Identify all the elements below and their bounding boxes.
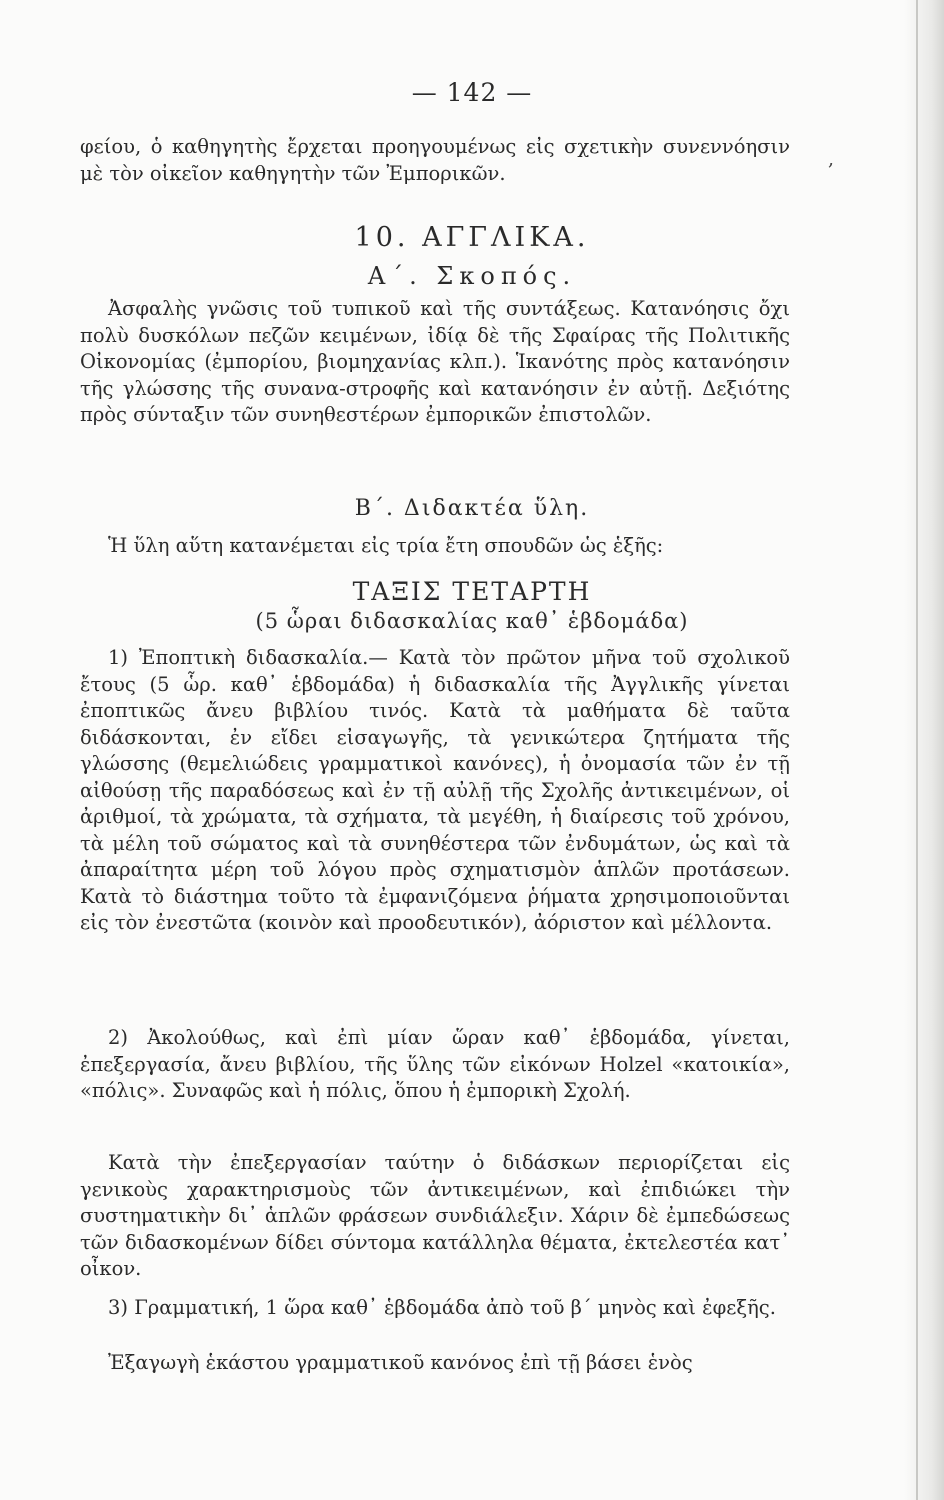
margin-mark: , — [828, 148, 835, 170]
section-title: 10. ΑΓΓΛΙΚΑ. — [354, 222, 590, 253]
item-3-paragraph: 3) Γραμματική, 1 ὥρα καθ᾽ ἑβδομάδα ἀπὸ τοῦ β΄ μηνὸς καὶ ἐφεξῆς. — [108, 1296, 776, 1319]
part-a-paragraph: Ἀσφαλὴς γνῶσις τοῦ τυπικοῦ καὶ τῆς συντάξεως. Κατανόησις ὄχι πολὺ δυσκόλων πεζῶν κειμένων, ἰδίᾳ δὲ τῆς Σφαίρας τῆς Πολιτικῆς Οἰκονομίας (ἐμπορίου, βιομηχανίας κλπ.). Ἱκανότης πρὸς κατανόησιν τῆς γλώσσης τῆς συνανα-στροφῆς καὶ κατανόησιν ἐν αὐτῇ. Δεξιότης πρὸς σύνταξιν τῶν συνηθεστέρων ἐμπορικῶν ἐπιστολῶν. — [80, 297, 790, 426]
item-3-continuation: Ἐξαγωγὴ ἑκάστου γραμματικοῦ κανόνος ἐπὶ τῇ βάσει ἑνὸς — [108, 1351, 693, 1374]
item-2-continuation: Κατὰ τὴν ἐπεξεργασίαν ταύτην ὁ διδάσκων περιορίζεται εἰς γενικοὺς χαρακτηρισμοὺς τῶν ἀντικειμένων, καὶ ἐπιδιώκει τὴν συστηματικὴν δι᾽ ἁπλῶν φράσεων συνδιάλεξιν. Χάριν δὲ ἐμπεδώσεως τῶν διδασκομένων δίδει σύντομα κατάλληλα θέματα, ἐκτελεστέα κατ᾽ οἶκον. — [80, 1151, 790, 1280]
part-b-intro: Ἡ ὕλη αὕτη κατανέμεται εἰς τρία ἔτη σπουδῶν ὡς ἑξῆς: — [108, 534, 664, 557]
class-heading: ΤΑΞΙΣ ΤΕΤΑΡΤΗ — [352, 577, 592, 606]
item-2-paragraph: 2) Ἀκολούθως, καὶ ἐπὶ μίαν ὥραν καθ᾽ ἑβδομάδα, γίνεται, ἐπεξεργασία, ἄνευ βιβλίου, τῆς ὕλης τῶν εἰκόνων Holzel «κατοικία», «πόλις». Συναφῶς καὶ ἡ πόλις, ὅπου ἡ ἐμπορικὴ Σχολή. — [80, 1026, 790, 1102]
part-a-heading: Α΄. Σκοπός. — [367, 262, 577, 290]
intro-paragraph: φείου, ὁ καθηγητὴς ἔρχεται προηγουμένως εἰς σχετικὴν συνεννόησιν μὲ τὸν οἰκεῖον καθηγητὴν τῶν Ἐμπορικῶν. — [80, 135, 790, 185]
part-b-heading: Β΄. Διδακτέα ὕλη. — [354, 496, 590, 521]
class-hours: (5 ὧραι διδασκαλίας καθ᾽ ἑβδομάδα) — [255, 609, 689, 633]
item-1-paragraph: 1) Ἐποπτικὴ διδασκαλία.— Κατὰ τὸν πρῶτον μῆνα τοῦ σχολικοῦ ἔτους (5 ὧρ. καθ᾽ ἑβδομάδα) ἡ διδασκαλία τῆς Ἀγγλικῆς γίνεται ἐποπτικῶς ἄνευ βιβλίου τινός. Κατὰ τὰ μαθήματα δὲ ταῦτα διδάσκονται, ἐν εἴδει εἰσαγωγῆς, τὰ γενικώτερα ζητήματα τῆς γλώσσης (θεμελιώδεις γραμματικοὶ κανόνες), ἡ ὀνομασία τῶν ἐν τῇ αἰθούσῃ τῆς παραδόσεως καὶ ἐν τῇ αὐλῇ τῆς Σχολῆς ἀντικειμένων, οἱ ἀριθμοί, τὰ χρώματα, τὰ σχήματα, τὰ μεγέθη, ἡ διαίρεσις τοῦ χρόνου, τὰ μέλη τοῦ σώματος καὶ τὰ συνηθέστερα τῶν ἐνδυμάτων, ὡς καὶ τὰ ἀπαραίτητα μέρη τοῦ λόγου πρὸς σχηματισμὸν ἁπλῶν προτάσεων. Κατὰ τὸ διάστημα τοῦτο τὰ ἐμφανιζόμενα ῥήματα χρησιμοποιοῦνται εἰς τὸν ἐνεστῶτα (κοινὸν καὶ προοδευτικόν), ἀόριστον καὶ μέλλοντα. — [80, 646, 790, 934]
page-number: — 142 — — [411, 78, 533, 107]
